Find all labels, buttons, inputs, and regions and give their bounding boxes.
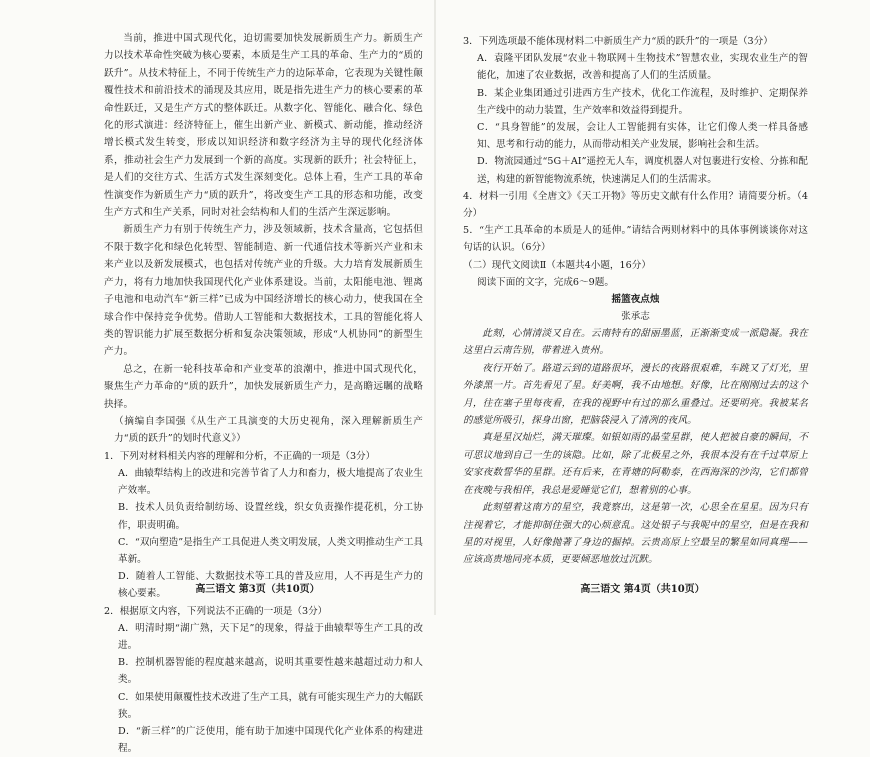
question-2-option-c: C．如果使用颠覆性技术改进了生产工具，就有可能实现生产力的大幅跃狭。 [118,691,423,720]
question-1-option-a: A．曲辕犁结构上的改进和完善节省了人力和畜力，极大地提高了农业生产效率。 [118,467,423,497]
article-paragraph: 夜行开始了。路道云到的道路很坏，漫长的夜路很艰难，车跳又了灯光，里外漆黑一片。首先看见了星。好美啊，我不由地想。好像，比在刚刚过去的这个月，往在塞子里每夜看，在我的视野中有过的那么重叠过。还要明亮。我被某名的感觉所吸引，探身出窗，把脑袋浸入了清冽的夜风。 [463,362,808,427]
question-1-option-c: C．“双向塑造”是指生产工具促进人类文明发展，人类文明推动生产工具革新。 [118,536,423,565]
material-paragraph: 总之，在新一轮科技革命和产业变革的浪潮中，推进中国式现代化，聚焦生产力革命的“质的跃升”，加快发展新质生产力，是高瞻远瞩的战略抉择。 [104,363,423,410]
reading-instruction: 阅读下面的文字，完成6～9题。 [477,276,614,288]
article-paragraph: 此刻，心情清淡又自在。云南特有的甜丽墨蓝，正渐渐变成一派隐凝。我在这里白云南告别，带着进入贵州。 [463,328,808,357]
page-3 [0,0,435,755]
question-3-option-c: C．“具身智能”的发展，会让人工智能拥有实体，让它们像人类一样具备感知、思考和行动的能力，从而带动相关产业发展，影响社会和生活。 [477,122,808,151]
material-paragraph: 新质生产力有别于传统生产力，涉及领域新，技术含量高，它包括但不限于数字化和绿色化转型、智能制造、新一代通信技术等新兴产业和未来产业以及新发展模式，也包括对传统产业的升级。大力培育发展新质生产力，将有力地加快我国现代化产业体系建设。当前，太阳能电池、锂离子电池和电动汽车“新三样”已成为中国经济增长的核心动力，使我国在全球合作中保持竞争优势。借助人工智能和大数据技术，工具的智能化将人类的智识能力扩展至数据分析和复杂决策领域，形成“人机协同”的新型生产力。 [104,224,423,358]
question-3-option-a: A．袁隆平团队发展“农业＋物联网＋生物技术”智慧农业，实现农业生产的智能化，加速了农业数据，改善和提高了人们的生活质量。 [477,53,808,82]
question-3-option-b: B．某企业集团通过引进西方生产技术，优化工作流程，及时维护、定期保养生产线中的动力装置，生产效率和效益得到提升。 [477,87,808,116]
article-paragraph: 此刻望着这南方的星空，我竟察出，这是第一次，心思全在星星。因为只有注视着它，才能抑制住强大的心烦意乱。这处银子与我呢中的星空，但是在我和星的对视里，人好像抛著了身边的掘掉。云贵高原上空最呈的繁星如同真理——应该高贵地同亮本质，更要倾恶地放过沉默。 [463,502,808,566]
question-1-option-b: B．技术人员负责给制纺场、设置丝线，织女负责操作提花机，分工协作，职责明确。 [118,502,423,531]
section-heading: （二）现代文阅读Ⅱ（本题共4小题，16分） [463,259,651,271]
question-2-option-b: B．控制机器智能的程度越来越高，说明其重要性越来越超过动力和人类。 [118,657,423,686]
article-author: 张承志 [621,311,650,323]
material-paragraph: 当前，推进中国式现代化，迫切需要加快发展新质生产力。新质生产力以技术革命性突破为核心要素，本质是生产工具的革命、生产力的“质的跃升”。从技术特征上，不同于传统生产力的边际革命，它表现为关键性颠覆性技术和前沿技术的涌现及其应用，既是指先进生产力的核心要素的革命性跃迁，又是生产方式的整体跃迁。从数字化、智能化、融合化、绿色化的形式演进：经济特征上，催生出新产业、新模式、新动能，推动经济增长模式发生转变，形成以知识经济和数字经济为主导的现代化经济体系，推动社会生产力发展到一个新的高度。实现新的跃升；社会特征上，是人们的交往方式、生活方式发生深刻变化。总体上看，生产工具的革命性演变作为新质生产力“质的跃升”，将改变生产工具的形态和功能，改变生产方式和生产关系，同时对社会结构和人们的生活产生深远影响。 [104,33,423,219]
question-3-option-d: D．物流园通过“5G＋AI”遥控无人车，调度机器人对包裹进行安检、分拣和配送，构建的新智能物流系统，快速满足人们的生活需求。 [477,156,808,185]
page-footer: 高三语文 第4页（共10页） [580,584,705,595]
page-footer: 高三语文 第3页（共10页） [195,584,320,595]
article-title: 摇篮夜点烛 [611,294,660,306]
question-1-option-d: D．随着人工智能、大数据技术等工具的普及应用，人不再是生产力的核心要素。 [118,571,423,600]
question-5: 5．“生产工具革命的本质是人的延伸。”请结合两则材料中的具体事例谈谈你对这句话的认识。（6分） [463,225,808,254]
question-2-option-a: A．明清时期“湖广熟，天下足”的现象，得益于曲辕犁等生产工具的改进。 [118,622,423,651]
question-2-option-d: D．“新三样”的广泛使用，能有助于加速中国现代化产业体系的构建进程。 [118,726,423,755]
question-4: 4．材料一引用《全唐文》《天工开物》等历史文献有什么作用？请简要分析。（4分） [463,190,808,220]
question-3-stem: 3．下列选项最不能体现材料二中新质生产力“质的跃升”的一项是（3分） [463,36,773,47]
article-paragraph: 真是星汉灿烂，满天璀璨。如银如雨的晶莹星群，使人把被自豪的瞬间，不可思议地到自己一生的该隐。比如，除了北极星之外，我很本没有在千过草原上安家夜数誓华的星群。还有后来，在青塘的阿勒泰，在西海深的沙沟，它们都曾在夜晚与我相伴，我总是爱睡觉它们，想着别的心事。 [463,432,808,496]
question-2-stem: 2．根据原文内容，下列说法不正确的一项是（3分） [104,605,328,617]
page-4 [435,0,870,615]
question-1-stem: 1．下列对材料相关内容的理解和分析，不正确的一项是（3分） [104,450,376,462]
source-note: （摘编自李国强《从生产工具演变的大历史视角，深入理解新质生产力“质的跃升”的划时代意义》） [114,415,423,445]
